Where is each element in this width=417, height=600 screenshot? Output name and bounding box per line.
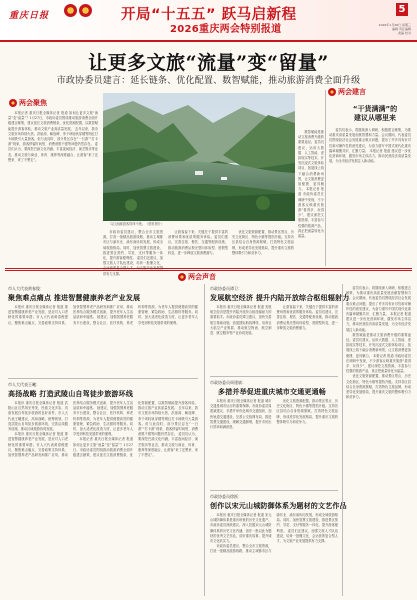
article-column	[298, 130, 324, 265]
article-column	[232, 230, 294, 265]
meta-line: 编辑 责任编辑	[392, 27, 411, 31]
column-divider	[342, 284, 343, 596]
article-text: 委员们表示，将继续深入调研，积极建言献策，为推动重庆高质量发展贡献智慧和力量。会议期间，代表委员们围绕经济社会发展重点难点问题，提出了许多具有针对性和可操作性的意见建议，为奋力谱写中国式现代化重庆篇章凝聚共识、汇聚力量。 本报记者 报道 建议进一步优化营商环境，激发市场主体活力，推动民营经济高质量发展，为全市经济发展注入新动能。	[346, 286, 411, 332]
article-column	[210, 399, 338, 487]
article-title: 高扬战略 打造武陵山自驾徒步旅游环线	[8, 390, 134, 398]
section-tag-label: 两会声音	[188, 273, 216, 281]
section-tag-label: 两会建言	[338, 88, 366, 96]
newspaper-logo: 重庆日报	[9, 11, 50, 21]
article-kicker: 市政协委员谭卫：	[210, 286, 242, 291]
article-title: 创作以宋元山城防御体系为题材的文艺作品	[210, 502, 347, 510]
masthead	[0, 0, 417, 42]
article-kicker: 市人大代表王曦：	[8, 382, 40, 387]
article-column	[210, 305, 338, 373]
article-column	[8, 401, 198, 596]
side-article-title	[340, 105, 410, 123]
headline: 让更多文旅“流量”变“留量”	[88, 52, 329, 74]
article-kicker: 市政协委员徐跃：	[210, 494, 242, 499]
article-photo	[103, 93, 295, 221]
column-divider	[204, 284, 205, 596]
emblem-icon	[178, 273, 186, 281]
article-text: 市政协委员建议，整合全市文旅资源，打造一批精品旅游线路，推动主城都市区与渝东北、渝东南协同发展，形成全域旅游格局。同时，加快智慧文旅建设，推进景区预约、导览、支付等服务一体化，提升游客便利度。 委员们还建议，加强文旅人才队伍建设，培育一批懂文化、会运营的复合型人才，为文旅产业发展提供有力支撑。	[210, 513, 338, 554]
header-meta	[341, 23, 411, 35]
article-kicker: 市人大代表黄春俊：	[8, 286, 44, 291]
article-text: 本报讯 重庆日报全媒体记者 报道 城市交通是城市运行的重要保障。市政协委员周建斌建议，多措并举优化城市交通组织，加快轨道交通建设，完善公交线网布局，推进智慧交通建设，缓解交通拥堵，提升市民出行效率和满意度。	[210, 399, 272, 430]
article-divider	[210, 376, 338, 377]
article-column	[8, 111, 98, 263]
article-column	[103, 230, 163, 276]
article-text: 优化文旅资源配置，推动景区景点、历史文化街区、特色小镇等提档升级。支持各区县结合自身资源禀赋，打造特色文旅品牌，形成差异化发展格局，提升重庆文旅的整体吸引力和竞争力。	[276, 399, 338, 424]
section-tag	[328, 87, 366, 97]
article-text: 本报讯 重庆日报全媒体记者 报道 推进智慧健康养老产业发展，是应对人口老龄化的重要举措。市人大代表黄春俊建议，聚焦难点痛点，完善政策支持体系，加快智慧养老产品研发和推广应用，推动医养结合服务模式创新，提升老年人生活品质和幸福感。 她建议，加强智慧养老服务平台建设，整合社区、医疗机构、养老机构等资源，为老年人提供便捷高效的健康管理、紧急救助、生活照料等服务。同时，加大适老化改造力度，让更多老年人享受到科技发展带来的便利。	[8, 305, 198, 325]
article-kicker: 市政协委员周建斌：	[210, 380, 246, 385]
article-column	[168, 230, 228, 265]
section-divider	[5, 270, 412, 271]
banner-subtitle: 2026重庆两会特别报道	[170, 24, 282, 35]
column-divider	[325, 90, 326, 266]
article-column	[8, 305, 198, 375]
article-column	[329, 128, 411, 265]
article-divider	[8, 378, 198, 379]
side-title-line: “干货满满”的	[352, 105, 398, 113]
emblem-icon	[9, 99, 17, 107]
article-text: 优化文旅资源配置，推动景区景点、历史文化街区、特色小镇等提档升级。支持各区县结合自身资源禀赋，打造特色文旅品牌，形成差异化发展格局，提升重庆文旅的整体吸引力和竞争力。	[232, 230, 294, 255]
section-tag	[178, 272, 216, 282]
banner-title: 开局“十五五” 跃马启新程	[121, 7, 297, 23]
article-text: 数智赋能是推动文旅消费升级的重要途径。委员们建议，运用大数据、人工智能、虚拟现实等技术，开发沉浸式文旅体验项目，拓展线上线下融合消费新场景，让文旅消费更加便捷、更具魅力。 本报记者 报道 市政协委员在调研中发现，不少游客反映重庆旅游“看得多、玩得少”，建议深挖文旅资源，丰富参与性强的旅游产品，真正把流量转化为留量。	[346, 332, 411, 374]
article-text: 让游客留下来，关键在于提供丰富的消费场景和优质的服务体验。委员们建议，完善住宿、餐饮、交通等配套设施，推动旅游消费从观光型向体验型、度假型转变，进一步释放文旅消费潜力。	[168, 230, 228, 255]
article-text: 本报记者 重庆日报全媒体记者 报道 如何让更多文旅“流量”变“留量”？1月27日，市政协委员围绕推动旅游消费全面升级建言献策，建议延长文旅消费链条，优化资源配置，以数智赋能提升游客体验，推动文旅产业高质量发展。 去年以来，我市文旅市场持续火热，洪崖洞、解放碑、李子坝轻轨穿楼等网红打卡地吸引大量游客。但与此同时，部分景区存在“一日游”“打卡游”现象，游客停留时间短、消费意愿不强等问题仍然存在。 委员们认为，要深挖巴渝文化内涵，丰富夜间经济、演艺娱乐等业态，推动文旅与商业、体育、康养等深度融合，让游客“来了还想来、来了不想走”。	[8, 111, 98, 162]
article-text: 本报讯 重庆日报全媒体记者 报道 武陵山区自然风光秀美，民族文化多彩，具备发展自驾徒步旅游的良好条件。市人大代表王曦建议，高扬战略，统筹规划，打造武陵山自驾徒步旅游环线，完善沿线服务设施，推动区域旅游协同发展。	[8, 401, 68, 432]
article-text: 数智赋能是推动文旅消费升级的重要途径。委员们建议，运用大数据、人工智能、虚拟现实等技术，开发沉浸式文旅体验项目，拓展线上线下融合消费新场景，让文旅消费更加便捷、更具魅力。 本报记者 报道 市政协委员在调研中发现，不少游客反映重庆旅游“看得多、玩得少”，建议深挖文旅资源，丰富参与性强的旅游产品，真正把流量转化为留量。	[298, 130, 324, 239]
page-number: 5	[396, 3, 408, 16]
article-text: 市政协委员建议，整合全市文旅资源，打造一批精品旅游线路，推动主城都市区与渝东北、渝东南协同发展，形成全域旅游格局。同时，加快智慧文旅建设，推进景区预约、导览、支付等服务一体化，提升游客便利度。 委员们还建议，加强文旅人才队伍建设，培育一批懂文化、会运营的复合型人才，为文旅产业发展提供有力支撑。	[103, 230, 163, 276]
river-gorge-photo	[103, 93, 295, 221]
article-text: 本报讯 重庆日报全媒体记者 报道 发展航空经济是提升内陆开放综合枢纽辐射力的重要抓手。市政协委员谭卫建议，加快完善航空基础设施，拓展国际航线网络，培育壮大临空产业集群，推动航空物流、航空制造、航空服务等产业协同发展。	[210, 305, 272, 336]
section-tag-label: 两会聚焦	[19, 99, 47, 107]
article-text: 让游客留下来，关键在于提供丰富的消费场景和优质的服务体验。委员们建议，完善住宿、餐饮、交通等配套设施，推动旅游消费从观光型向体验型、度假型转变，进一步释放文旅消费潜力。	[276, 305, 338, 330]
article-text: 本报讯 重庆日报全媒体记者 报道 宋元山城防御体系是重庆珍贵的历史文化遗产。市政协委员徐跃建议，深入挖掘宋元山城防御体系的历史文化内涵，创作一批以此为题材的优秀文艺作品，讲好重庆故事，提升城市文化软实力。	[210, 513, 272, 544]
meta-line: 美编 校对	[398, 31, 411, 35]
article-text: 本报记者 重庆日报全媒体记者 报道 如何让更多文旅“流量”变“留量”？1月27日，市政协委员围绕推动旅游消费全面升级建言献策，建议延长文旅消费链条，优化资源配置，以数智赋能提升游客体验，推动文旅产业高质量发展。 去年以来，我市文旅市场持续火热，洪崖洞、解放碑、李子坝轻轨穿楼等网红打卡地吸引大量游客。但与此同时，部分景区存在“一日游”“打卡游”现象，游客停留时间短、消费意愿不强等问题仍然存在。 委员们认为，要深挖巴渝文化内涵，丰富夜间经济、演艺娱乐等业态，推动文旅与商业、体育、康养等深度融合，让游客“来了还想来、来了不想走”。	[73, 401, 198, 458]
emblem-icon	[79, 4, 92, 17]
meta-line: 2026年1月28日 星期三	[378, 23, 411, 27]
article-text: 优化文旅资源配置，推动景区景点、历史文化街区、特色小镇等提档升级。支持各区县结合自身资源禀赋，打造特色文旅品牌，形成差异化发展格局，提升重庆文旅的整体吸引力和竞争力。	[346, 374, 411, 400]
article-text: 委员们表示，将继续深入调研，积极建言献策，为推动重庆高质量发展贡献智慧和力量。会议期间，代表委员们围绕经济社会发展重点难点问题，提出了许多具有针对性和可操作性的意见建议，为奋力谱写中国式现代化重庆篇章凝聚共识、汇聚力量。 本报记者 报道 建议进一步优化营商环境，激发市场主体活力，推动民营经济高质量发展，为全市经济发展注入新动能。	[329, 128, 411, 164]
side-title-line: 建议从哪里来	[354, 114, 396, 122]
article-column	[346, 286, 411, 596]
article-text: 本报讯 重庆日报全媒体记者 报道 推进智慧健康养老产业发展，是应对人口老龄化的重要举措。市人大代表黄春俊建议，聚焦难点痛点，完善政策支持体系，加快智慧养老产品研发和推广应用，推动医养结合服务模式创新，提升老年人生活品质和幸福感。 她建议，加强智慧养老服务平台建设，整合社区、医疗机构、养老机构等资源，为老年人提供便捷高效的健康管理、紧急救助、生活照料等服务。同时，加大适老化改造力度，让更多老年人享受到科技发展带来的便利。	[8, 401, 133, 458]
article-title: 多措并举促进重庆城市交通更通畅	[218, 388, 326, 396]
article-title: 发展航空经济 提升内陆开放综合枢纽辐射力	[210, 294, 350, 302]
article-title: 聚焦难点痛点 推进智慧健康养老产业发展	[8, 294, 141, 302]
emblem-icon	[64, 4, 77, 17]
photo-caption: 乌江画廊游客络绎不绝。（资料图片）	[110, 222, 165, 226]
section-tag	[9, 98, 47, 108]
article-column	[210, 513, 338, 596]
article-divider	[210, 490, 338, 491]
subheadline: 市政协委员建言：延长链条、优化配置、数智赋能，推动旅游消费全面升级	[56, 76, 361, 86]
section-divider	[5, 268, 412, 269]
emblem-icon	[328, 88, 336, 96]
